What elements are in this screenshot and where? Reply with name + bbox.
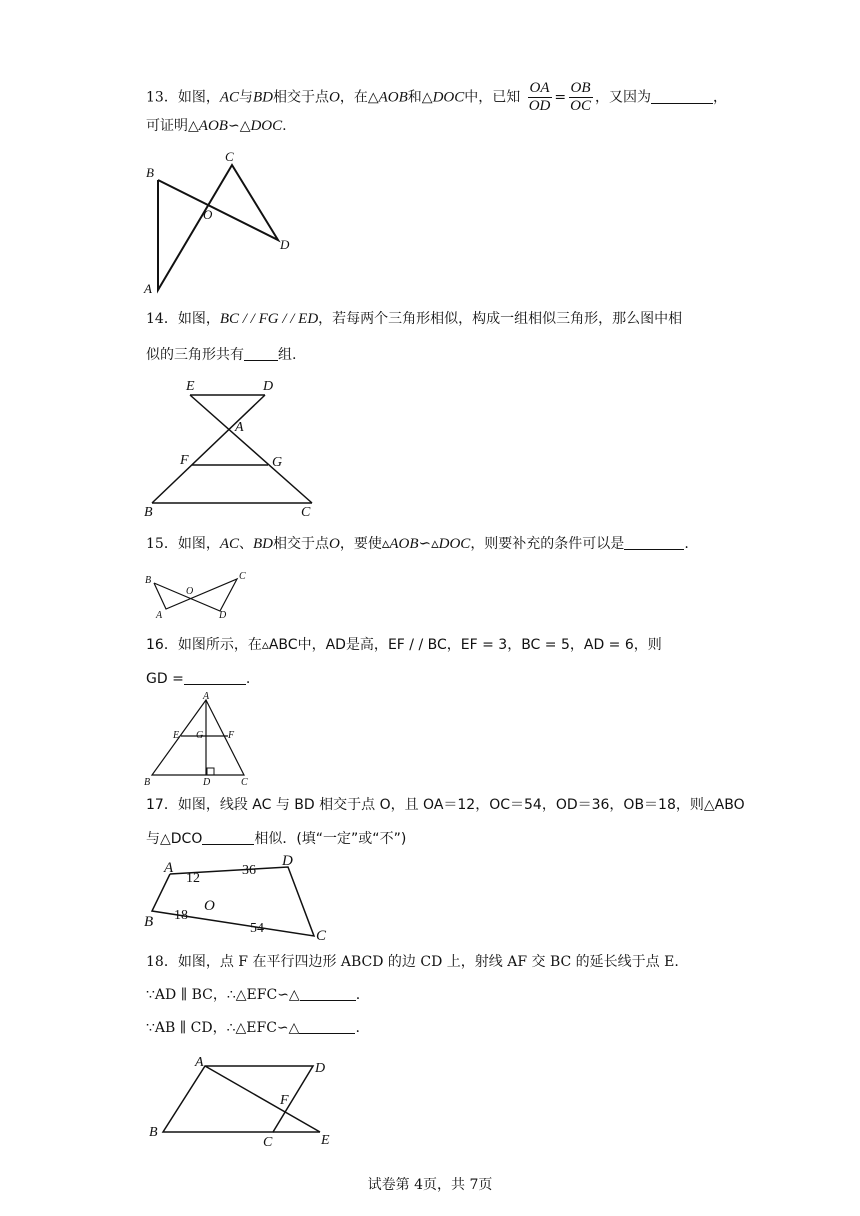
label-b: B: [144, 777, 151, 788]
fraction-denominator: OD: [528, 98, 551, 114]
q18-figure: [145, 1052, 345, 1152]
equals-sign: =: [554, 89, 567, 106]
math-parallel: BC / / FG / / ED: [219, 311, 319, 327]
q17-line2: [146, 829, 406, 849]
math-condition: EF = 3: [460, 637, 508, 653]
label-f: F: [228, 730, 235, 741]
text: 、: [239, 536, 253, 552]
label-d: D: [203, 777, 211, 788]
text: 中，: [297, 637, 326, 653]
text: 与: [239, 89, 253, 106]
label-f: F: [180, 453, 189, 468]
math-condition: EF / / BC: [387, 637, 447, 653]
q16-line1: [146, 635, 662, 655]
similar-symbol: ∽: [227, 118, 240, 134]
page-footer: 试卷第 4页，共 7页: [367, 1177, 493, 1193]
math-aob: AOB: [198, 118, 228, 134]
label-f: F: [280, 1093, 289, 1108]
label-d: D: [282, 853, 293, 869]
math-o: O: [329, 89, 340, 106]
label-e: E: [173, 730, 180, 741]
text: .: [355, 987, 361, 1003]
label-c: C: [225, 149, 234, 164]
text: 可证明△: [146, 118, 199, 134]
text: 则: [647, 637, 662, 653]
question-number: 14．: [146, 311, 178, 327]
text: 是高，: [345, 637, 388, 653]
math-gd: GD =: [146, 671, 184, 687]
text: .: [684, 536, 689, 552]
label-a: A: [156, 610, 163, 621]
answer-blank[interactable]: [299, 1019, 355, 1034]
triangle-symbol: △: [239, 118, 251, 134]
fraction-numerator: OA: [529, 80, 550, 96]
label-c: C: [316, 928, 327, 944]
answer-blank[interactable]: [244, 346, 278, 361]
text: ，: [446, 637, 461, 653]
text: ，要使: [339, 536, 382, 552]
label-d: D: [315, 1061, 326, 1076]
answer-blank[interactable]: [202, 830, 254, 845]
q13-figure: [140, 145, 310, 300]
text: 组.: [278, 347, 297, 363]
q18-line3: [146, 1018, 360, 1038]
fraction-oa-od: [527, 80, 553, 115]
text: 如图，线段 AC 与 BD 相交于点 O，且 OA＝12，OC＝54，OD＝36，OB＝18，则△ABO: [177, 797, 745, 813]
math-ad: AD: [325, 637, 346, 653]
label-a: A: [164, 860, 174, 876]
text: ，: [633, 637, 648, 653]
label-e: E: [186, 379, 195, 394]
math-ac: AC: [219, 89, 239, 106]
q18-line2: [146, 985, 360, 1005]
answer-blank[interactable]: [624, 535, 684, 550]
question-number: 16．: [146, 637, 178, 653]
label-b: B: [146, 165, 154, 180]
math-o: O: [329, 536, 340, 552]
text: ，: [712, 89, 727, 106]
math-condition: BC = 5: [521, 637, 570, 653]
question-number: 13．: [146, 89, 178, 106]
text: 相交于点: [273, 89, 329, 106]
q16-figure: [140, 690, 260, 790]
question-number: 18．: [146, 954, 178, 970]
fraction-denominator: OC: [570, 98, 591, 114]
text: 如图，: [177, 311, 220, 327]
label-a: A: [195, 1055, 204, 1070]
text: ，: [507, 637, 522, 653]
fraction-numerator: OB: [570, 80, 591, 96]
text: 相似．(填“一定”或“不”): [254, 831, 407, 847]
text: ，若每两个三角形相似，构成一组相似三角形，那么图中相: [318, 311, 683, 327]
label-12: 12: [186, 871, 200, 886]
math-aob: AOB: [378, 89, 408, 106]
label-c: C: [301, 505, 311, 520]
math-ac: AC: [219, 536, 239, 552]
answer-blank[interactable]: [651, 89, 713, 104]
text: ，则要补充的条件可以是: [470, 536, 625, 552]
math-condition: AD = 6: [583, 637, 634, 653]
label-c: C: [263, 1135, 273, 1150]
label-b: B: [144, 914, 154, 930]
math-triangle: ▵ABC: [261, 637, 298, 653]
text: .: [245, 671, 251, 687]
text: 相交于点: [273, 536, 329, 552]
label-d: D: [219, 610, 227, 621]
text: .: [282, 118, 287, 134]
math-bd: BD: [253, 89, 273, 106]
text: ∵AD ∥ BC，∴△EFC∽△: [146, 987, 300, 1003]
text: ，在△: [339, 89, 379, 106]
text: 如图，: [177, 89, 220, 106]
label-a: A: [144, 281, 152, 296]
text: 如图，点 F 在平行四边形 ABCD 的边 CD 上，射线 AF 交 BC 的延长线于点 E.: [177, 954, 679, 970]
q15-figure: [142, 567, 257, 622]
label-d: D: [280, 237, 290, 252]
label-d: D: [263, 379, 274, 394]
q18-line1: [146, 952, 679, 972]
q15-line1: [146, 534, 689, 554]
text: ，又因为: [594, 89, 651, 106]
label-36: 36: [242, 863, 256, 878]
label-c: C: [241, 777, 248, 788]
text: 似的三角形共有: [146, 347, 244, 363]
label-18: 18: [174, 908, 188, 923]
label-54: 54: [250, 921, 264, 936]
math-doc: DOC: [432, 89, 465, 106]
text: 和△: [407, 89, 433, 106]
label-o: O: [186, 586, 194, 597]
label-o: O: [204, 898, 215, 914]
text: ，: [569, 637, 584, 653]
q14-line2: [146, 345, 296, 365]
q13-line1: [146, 80, 727, 115]
answer-blank[interactable]: [184, 670, 246, 685]
math-doc: DOC: [250, 118, 283, 134]
label-c: C: [239, 571, 246, 582]
label-a: A: [235, 420, 244, 435]
q14-line1: [146, 309, 682, 329]
label-a: A: [203, 691, 210, 702]
label-b: B: [144, 505, 153, 520]
math-bd: BD: [253, 536, 273, 552]
q14-figure: [140, 375, 330, 520]
question-number: 15．: [146, 536, 178, 552]
q17-line1: [146, 795, 745, 815]
q13-line2: [146, 116, 287, 136]
q17-figure: [140, 852, 340, 947]
math-condition: ▵AOB∽▵DOC: [381, 536, 471, 552]
text: ∵AB ∥ CD，∴△EFC∽△: [146, 1020, 300, 1036]
label-b: B: [145, 575, 152, 586]
label-o: O: [203, 207, 213, 222]
label-e: E: [321, 1133, 330, 1148]
fraction-ob-oc: [568, 80, 593, 115]
question-number: 17．: [146, 797, 178, 813]
q16-line2: [146, 669, 250, 689]
label-g: G: [196, 730, 204, 741]
answer-blank[interactable]: [300, 986, 356, 1001]
text: 如图，: [177, 536, 220, 552]
text: 中，已知: [464, 89, 521, 106]
text: 与△DCO: [146, 831, 203, 847]
text: 如图所示，在: [177, 637, 262, 653]
text: .: [355, 1020, 360, 1036]
label-b: B: [149, 1125, 158, 1140]
label-g: G: [272, 455, 283, 470]
